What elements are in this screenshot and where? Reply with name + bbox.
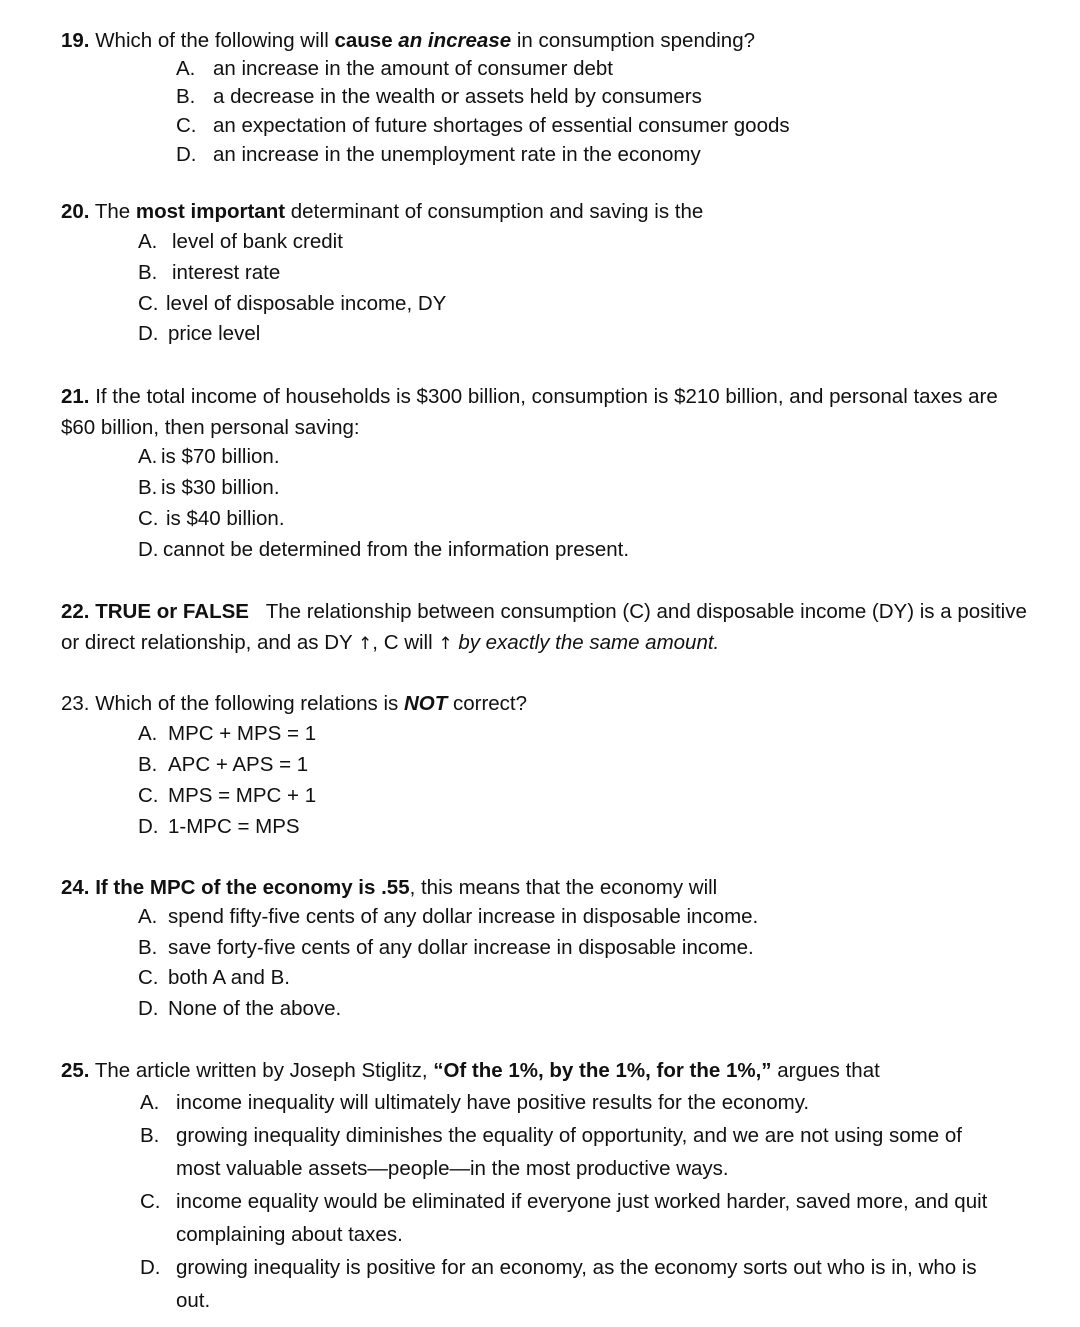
question-stem-line1: The relationship between consumption (C) and disposable income (DY) is a positive [265,600,1027,623]
question-stem: The [94,200,136,223]
option-text: MPC + MPS = 1 [168,722,317,745]
option-21b[interactable] [138,474,280,502]
option-letter: B. [140,1124,160,1147]
option-text-line2: out. [176,1289,211,1312]
option-letter: A. [140,1091,160,1114]
option-text: None of the above. [168,997,342,1020]
question-stem-end: , this means that the economy will [409,876,718,899]
option-letter: A. [176,57,196,80]
option-text: both A and B. [168,966,290,989]
option-letter: A. [138,445,158,468]
question-stem: Which of the following will [95,29,335,52]
question-23 [61,688,1056,719]
question-22 [61,596,1056,660]
option-letter: D. [138,322,159,345]
question-stem-bold: cause [334,29,399,52]
option-19b[interactable] [176,83,702,111]
option-text: APC + APS = 1 [168,753,309,776]
option-text: interest rate [172,261,281,284]
article-title: “Of the 1%, by the 1%, for the 1%,” [433,1059,772,1082]
question-stem-end: argues that [771,1059,880,1082]
option-letter: D. [138,538,159,561]
option-letter: B. [138,753,158,776]
option-text: an increase in the unemployment rate in the economy [213,143,701,166]
option-text-line1: growing inequality is positive for an economy, as the economy sorts out who is in, who is [176,1256,977,1279]
option-text-line1: income equality would be eliminated if everyone just worked harder, saved more, and quit [176,1190,988,1213]
option-20d[interactable] [138,320,260,348]
option-text: cannot be determined from the information present. [163,538,630,561]
question-number: 22. [61,600,90,623]
option-letter: D. [138,815,159,838]
question-number: 24. [61,876,90,899]
option-letter: B. [138,936,158,959]
option-25d[interactable] [140,1251,1046,1317]
option-letter: C. [176,114,197,137]
true-false-label: TRUE or FALSE [95,600,249,623]
option-text: level of disposable income, DY [166,292,447,315]
question-21 [61,381,1056,443]
option-text: an expectation of future shortages of essential consumer goods [213,114,790,137]
option-24b[interactable] [138,934,754,962]
option-23d[interactable] [138,813,300,841]
option-text: is $70 billion. [161,445,280,468]
question-stem-bold: most important [135,200,286,223]
option-25b[interactable] [140,1119,1046,1185]
question-stem-line1: If the total income of households is $300 billion, consumption is $210 billion, and personal taxes are [95,385,998,408]
option-letter: C. [138,784,159,807]
option-letter: B. [176,85,196,108]
option-19a[interactable] [176,55,613,83]
option-text: a decrease in the wealth or assets held by consumers [213,85,702,108]
option-text: income inequality will ultimately have positive results for the economy. [176,1091,810,1114]
question-stem: Which of the following relations is [95,692,404,715]
question-stem-italic: by exactly the same amount. [458,631,720,654]
option-21c[interactable] [138,505,285,533]
option-19c[interactable] [176,112,790,140]
option-21d[interactable] [138,536,629,564]
option-23c[interactable] [138,782,316,810]
option-19d[interactable] [176,141,701,169]
option-25c[interactable] [140,1185,1046,1251]
option-text: price level [168,322,261,345]
option-letter: C. [138,966,159,989]
option-text: spend fifty-five cents of any dollar increase in disposable income. [168,905,759,928]
question-stem-bolditalic: NOT [403,692,448,715]
question-stem-end: correct? [447,692,528,715]
option-text: save forty-five cents of any dollar increase in disposable income. [168,936,754,959]
option-21a[interactable] [138,443,280,471]
option-text-line2: most valuable assets—people—in the most productive ways. [176,1157,729,1180]
question-stem-end: determinant of consumption and saving is the [285,200,704,223]
option-letter: A. [138,722,158,745]
option-text: is $40 billion. [166,507,285,530]
option-20c[interactable] [138,290,446,318]
option-text: 1-MPC = MPS [168,815,300,838]
question-stem-mid: , C will [372,631,433,654]
option-letter: C. [138,507,159,530]
question-stem: The article written by Joseph Stiglitz, [94,1059,434,1082]
question-number: 25. [61,1059,90,1082]
option-text: is $30 billion. [161,476,280,499]
option-letter: A. [138,230,158,253]
question-25 [61,1055,1056,1086]
option-letter: B. [138,476,158,499]
option-text: level of bank credit [172,230,343,253]
question-stem-bold: If the MPC of the economy is .55 [95,876,410,899]
option-20b[interactable] [138,259,280,287]
option-20a[interactable] [138,228,343,256]
up-arrow-icon: ↑ [438,634,453,654]
option-letter: A. [138,905,158,928]
option-text: MPS = MPC + 1 [168,784,317,807]
option-letter: B. [138,261,158,284]
question-stem-bolditalic: an increase [398,29,512,52]
option-text-line2: complaining about taxes. [176,1223,403,1246]
question-stem-end: in consumption spending? [511,29,756,52]
option-letter: C. [138,292,159,315]
question-number: 20. [61,200,90,223]
question-number: 19. [61,29,90,52]
option-24d[interactable] [138,995,341,1023]
question-number: 23. [61,692,90,715]
option-24a[interactable] [138,903,758,931]
option-letter: D. [138,997,159,1020]
question-stem-line2: or direct relationship, and as DY [61,631,353,654]
option-24c[interactable] [138,964,290,992]
option-letter: D. [140,1256,161,1279]
option-text: an increase in the amount of consumer debt [213,57,613,80]
option-25a[interactable] [140,1086,1046,1119]
question-stem-line2: $60 billion, then personal saving: [61,416,360,439]
question-24 [61,872,1056,903]
option-letter: D. [176,143,197,166]
option-text-line1: growing inequality diminishes the equality of opportunity, and we are not using some of [176,1124,962,1147]
option-23a[interactable] [138,720,316,748]
option-23b[interactable] [138,751,308,779]
question-number: 21. [61,385,90,408]
question-19 [61,25,1056,56]
question-20 [61,196,1056,227]
up-arrow-icon: ↑ [358,634,373,654]
option-letter: C. [140,1190,161,1213]
